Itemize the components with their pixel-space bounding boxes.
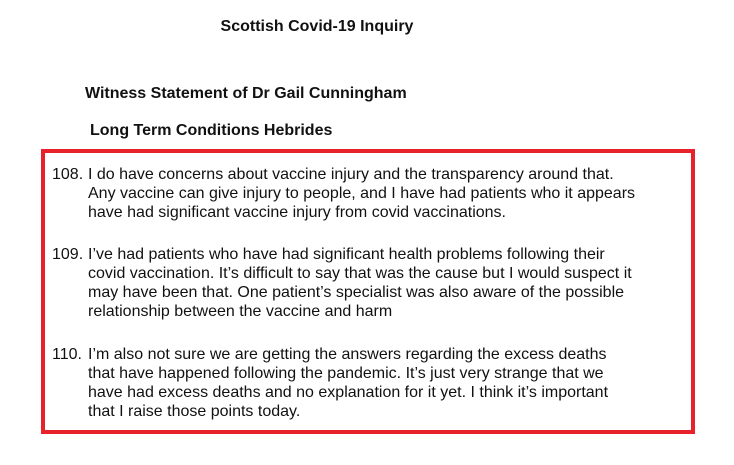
paragraph-text: I’ve had patients who have had significant health problems following their covid vaccination. It’s difficult to say that was the cause but I would suspect it may have been that. One patient’s specialist was also aware of the possible relationship between the vaccine and harm — [88, 246, 632, 320]
paragraph-number: 108. — [52, 166, 84, 183]
paragraph-109 — [52, 245, 692, 321]
paragraph-text: I do have concerns about vaccine injury and the transparency around that. Any vaccine can give injury to people, and I have had patients who it appears have had significant vaccine injury from covid vaccinations. — [88, 166, 636, 221]
paragraph-110 — [52, 345, 692, 421]
organisation-heading: Long Term Conditions Hebrides — [90, 122, 333, 139]
paragraph-108 — [52, 165, 692, 222]
statement-heading: Witness Statement of Dr Gail Cunningham — [85, 85, 407, 102]
paragraph-number: 110. — [52, 346, 82, 363]
document-title: Scottish Covid-19 Inquiry — [220, 18, 414, 35]
paragraph-text: I’m also not sure we are getting the answers regarding the excess deaths that have happened following the pandemic. It’s just very strange that we have had excess deaths and no explanation for it yet. I think it’s important that I raise those points today. — [88, 346, 609, 420]
paragraph-number: 109. — [52, 246, 84, 263]
